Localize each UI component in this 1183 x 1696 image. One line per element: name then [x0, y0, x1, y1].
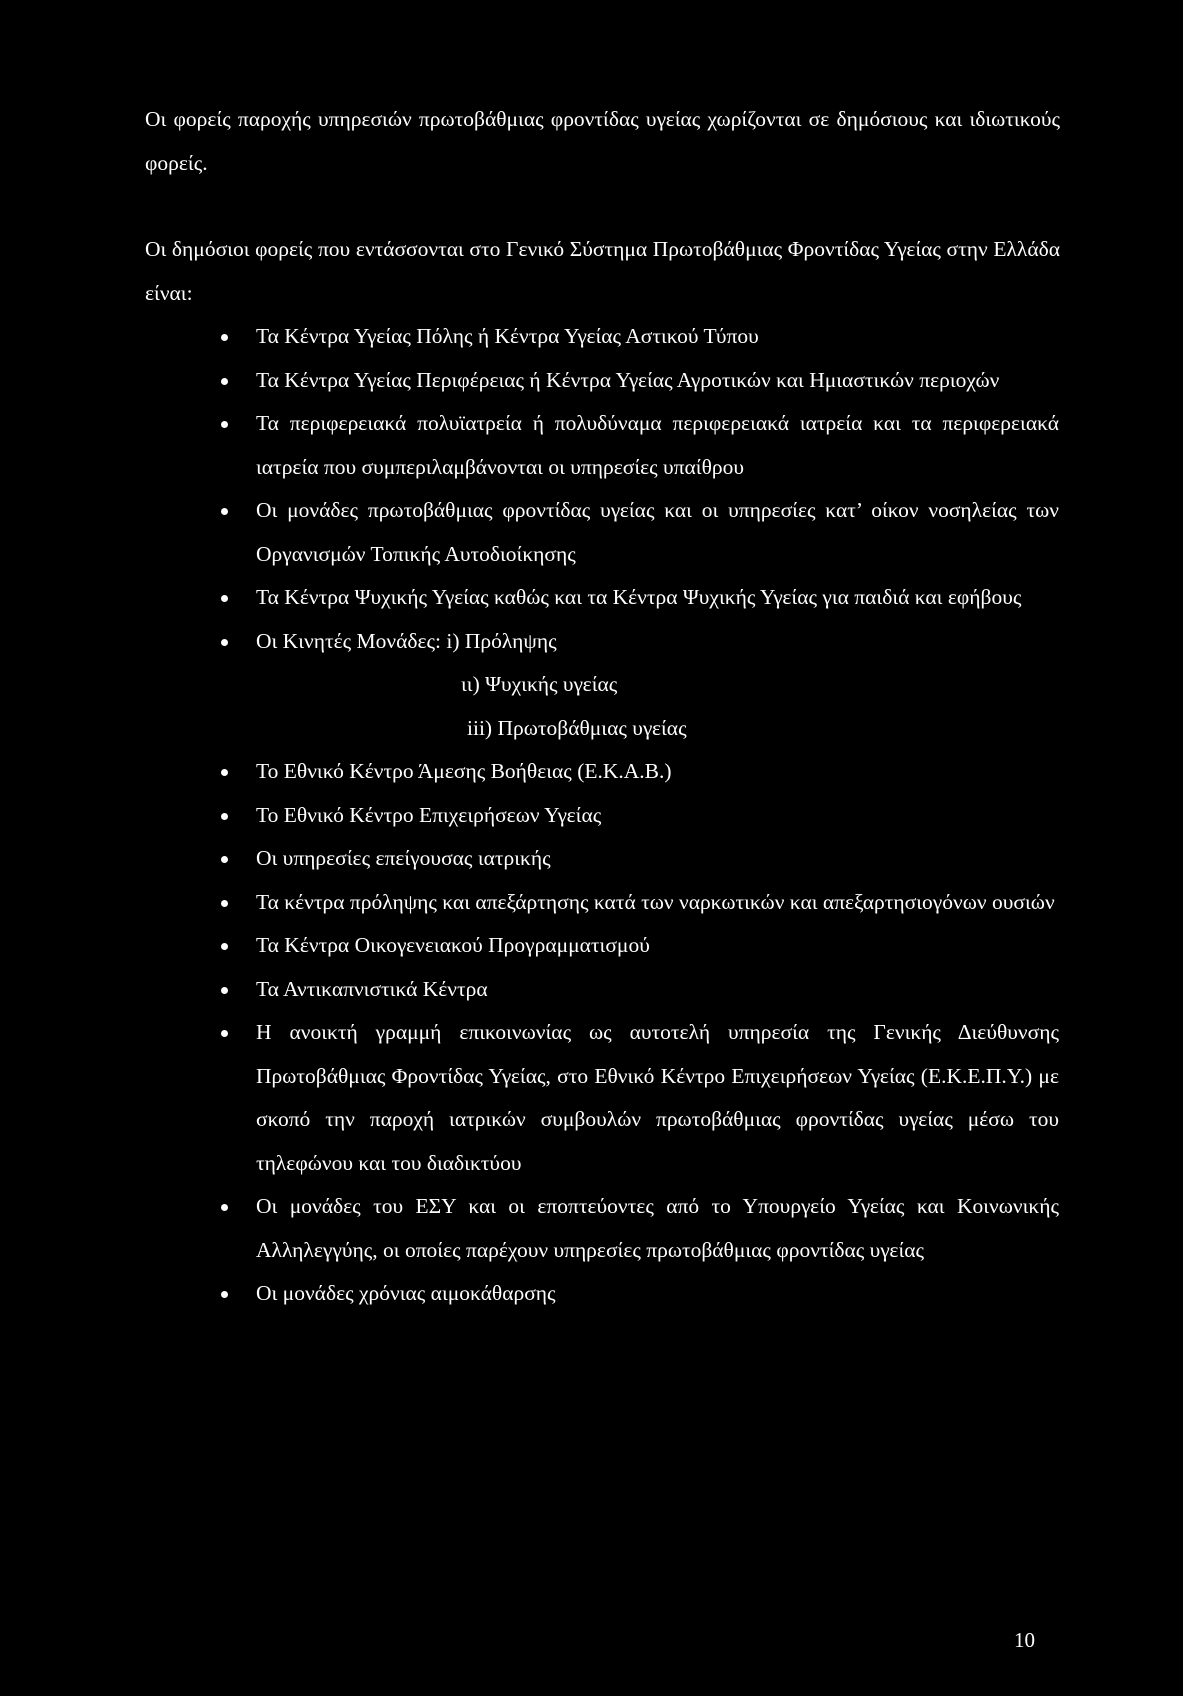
bullet-icon [221, 378, 228, 385]
intro-paragraph: Οι φορείς παροχής υπηρεσιών πρωτοβάθμιας φροντίδας υγείας χωρίζονται σε δημόσιους και ιδιωτικούς φορείς. [145, 107, 1060, 175]
public-providers-paragraph: Οι δημόσιοι φορείς που εντάσσονται στο Γενικό Σύστημα Πρωτοβάθμιας Φροντίδας Υγείας στην Ελλάδα είναι: [145, 237, 1060, 305]
list-item [0, 750, 1059, 794]
list-item-text: Οι Κινητές Μονάδες: i) Πρόληψης [256, 628, 557, 653]
bullet-icon [221, 900, 228, 907]
list-item-text: Τα Κέντρα Οικογενειακού Προγραμματισμού [256, 933, 650, 957]
bullet-icon [221, 1030, 228, 1037]
list-item [0, 402, 1059, 489]
list-item-text: Οι υπηρεσίες επείγουσας ιατρικής [256, 846, 551, 870]
list-item-text: Τα Κέντρα Υγείας Περιφέρειας ή Κέντρα Υγείας Αγροτικών και Ημιαστικών περιοχών [256, 367, 1000, 392]
list-item [0, 794, 1059, 838]
list-item [0, 881, 1059, 925]
bullet-icon [221, 769, 228, 776]
list-item [0, 359, 1059, 403]
list-item-text: Οι μονάδες του ΕΣΥ και οι εποπτεύοντες από το Υπουργείο Υγείας και Κοινωνικής Αλληλεγγύης, οι οποίες παρέχουν υπηρεσίες πρωτοβάθμιας φροντίδας υγείας [256, 1194, 1059, 1262]
list-item [0, 1011, 1059, 1185]
list-item-text: Τα περιφερειακά πολυϊατρεία ή πολυδύναμα περιφερειακά ιατρεία και τα περιφερειακά ιατρεία που συμπεριλαμβάνονται οι υπηρεσίες υπαίθρου [256, 411, 1059, 479]
list-item [0, 837, 1059, 881]
list-item-text: Τα Κέντρα Ψυχικής Υγείας καθώς και τα Κέντρα Ψυχικής Υγείας για παιδιά και εφήβους [256, 585, 1022, 609]
bullet-icon [221, 421, 228, 428]
bullet-icon [221, 1204, 228, 1211]
bullet-icon [221, 595, 228, 602]
list-item [0, 1272, 1059, 1316]
list-item-text: Τα Αντικαπνιστικά Κέντρα [256, 976, 488, 1001]
list-item-text: Η ανοικτή γραμμή επικοινωνίας ως αυτοτελή υπηρεσία της Γενικής Διεύθυνσης Πρωτοβάθμιας Φροντίδας Υγείας, στο Εθνικό Κέντρο Επιχειρήσεων Υγείας (Ε.Κ.Ε.Π.Υ.) με σκοπό την παροχή ιατρικών συμβουλών πρωτοβάθμιας φροντίδας υγείας μέσω του τηλεφώνου και του διαδικτύου [256, 1020, 1059, 1175]
bullet-icon [221, 943, 228, 950]
mobile-units-sub-item: ιι) Ψυχικής υγείας [461, 672, 618, 696]
list-item-text: Οι μονάδες πρωτοβάθμιας φροντίδας υγείας και οι υπηρεσίες κατ’ οίκον νοσηλείας των Οργανισμών Τοπικής Αυτοδιοίκησης [256, 498, 1059, 566]
list-item [0, 576, 1059, 620]
bullet-icon [221, 813, 228, 820]
bullet-icon [221, 987, 228, 994]
mobile-units-sub-item: iii) Πρωτοβάθμιας υγείας [467, 715, 687, 740]
list-item [0, 924, 1059, 968]
list-item-text: Το Εθνικό Κέντρο Επιχειρήσεων Υγείας [256, 802, 602, 827]
bullet-icon [221, 856, 228, 863]
list-item-text: Το Εθνικό Κέντρο Άμεσης Βοήθειας (Ε.Κ.Α.Β.) [256, 759, 672, 783]
list-item [0, 1185, 1059, 1272]
list-item [0, 968, 1059, 1012]
page-number: 10 [1014, 1628, 1035, 1652]
list-item [0, 489, 1059, 576]
bullet-icon [221, 334, 228, 341]
public-providers-list [0, 315, 1183, 1316]
bullet-icon [221, 508, 228, 515]
list-item-text: Τα κέντρα πρόληψης και απεξάρτησης κατά των ναρκωτικών και απεξαρτησιογόνων ουσιών [256, 889, 1055, 914]
bullet-icon [221, 1291, 228, 1298]
list-item-text: Τα Κέντρα Υγείας Πόλης ή Κέντρα Υγείας Αστικού Τύπου [256, 324, 759, 348]
list-item-mobile-units [0, 620, 1059, 751]
list-item [0, 315, 1059, 359]
list-item-text: Οι μονάδες χρόνιας αιμοκάθαρσης [256, 1281, 556, 1305]
bullet-icon [221, 639, 228, 646]
